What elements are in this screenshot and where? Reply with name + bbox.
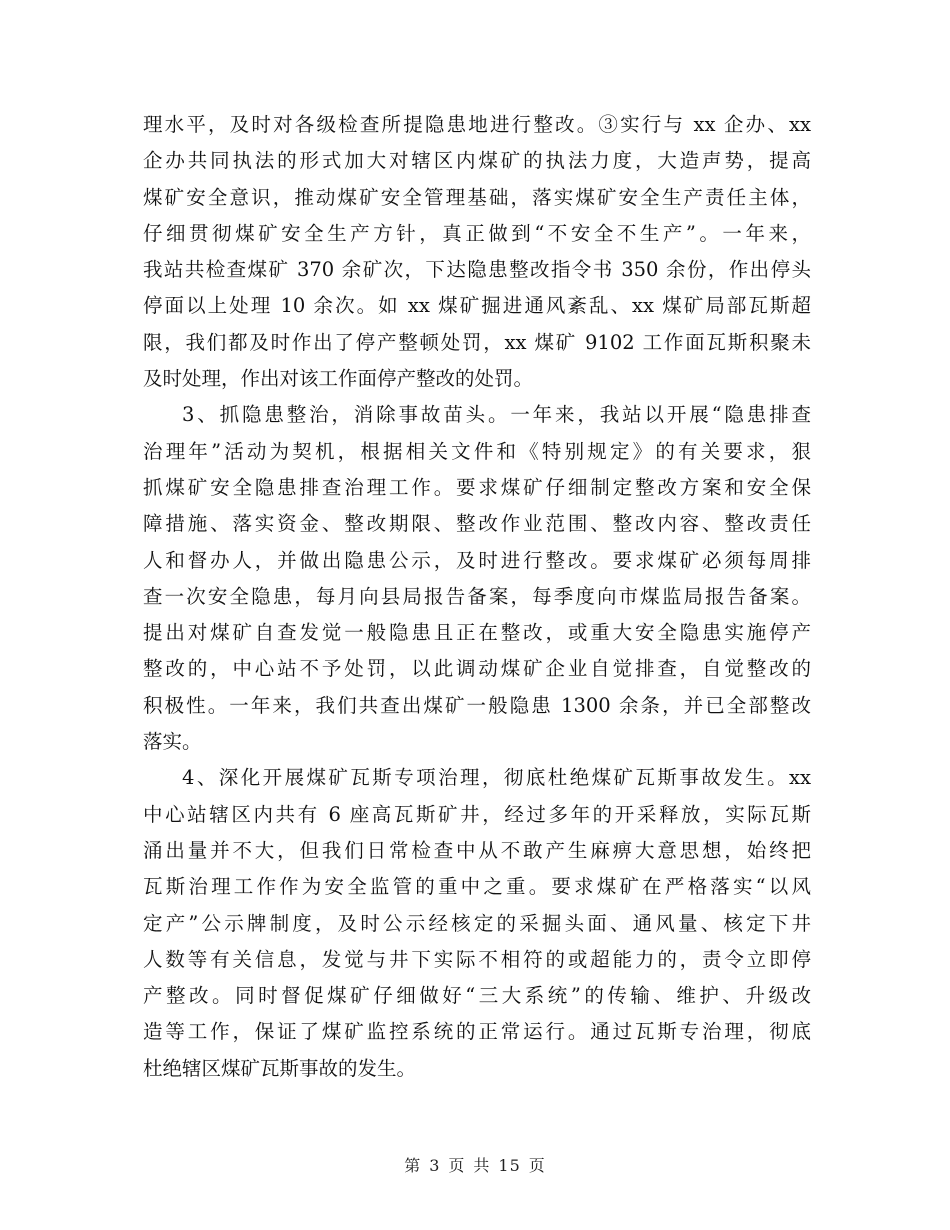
paragraph [143, 107, 811, 397]
text-line: 煤矿安全意识，推动煤矿安全管理基础，落实煤矿安全生产责任主体， [143, 185, 811, 209]
text-line: 定产”公示牌制度，及时公示经核定的采掘头面、通风量、核定下井 [143, 911, 811, 935]
text-line: 限，我们都及时作出了停产整顿处罚，xx 煤矿 9102 工作面瓦斯积聚未 [143, 330, 811, 354]
text-line: 停面以上处理 10 余次。如 xx 煤矿掘进通风紊乱、xx 煤矿局部瓦斯超 [143, 294, 811, 318]
text-line: 积极性。一年来，我们共查出煤矿一般隐患 1300 余条，并已全部整改 [143, 693, 811, 717]
text-line: 我站共检查煤矿 370 余矿次，下达隐患整改指令书 350 余份，作出停头 [143, 258, 811, 282]
text-line: 查一次安全隐患，每月向县局报告备案，每季度向市煤监局报告备案。 [143, 584, 811, 608]
text-line: 整改的，中心站不予处罚，以此调动煤矿企业自觉排查，自觉整改的 [143, 657, 811, 681]
text-line: 人和督办人，并做出隐患公示，及时进行整改。要求煤矿必须每周排 [143, 548, 811, 572]
text-line: 治理年”活动为契机，根据相关文件和《特别规定》的有关要求，狠 [143, 439, 811, 463]
text-line: 人数等有关信息，发觉与井下实际不相符的或超能力的，责令立即停 [143, 947, 811, 971]
text-line: 抓煤矿安全隐患排查治理工作。要求煤矿仔细制定整改方案和安全保 [143, 475, 811, 499]
total-pages-number: 15 [498, 1156, 521, 1175]
footer-prefix: 第 [404, 1156, 422, 1175]
text-line: 涌出量并不大，但我们日常检查中从不敢产生麻痹大意思想，始终把 [143, 838, 811, 862]
text-line: 4、深化开展煤矿瓦斯专项治理，彻底杜绝煤矿瓦斯事故发生。xx [182, 766, 811, 790]
footer-page-word: 页 [448, 1156, 466, 1175]
footer-suffix: 页 [528, 1156, 546, 1175]
text-line: 理水平，及时对各级检查所提隐患地进行整改。③实行与 xx 企办、xx [143, 113, 811, 136]
text-line: 及时处理，作出对该工作面停产整改的处罚。 [143, 367, 534, 391]
text-line: 落实。 [143, 730, 202, 754]
text-line: 仔细贯彻煤矿安全生产方针，真正做到“不安全不生产”。一年来， [143, 221, 811, 245]
text-line: 杜绝辖区煤矿瓦斯事故的发生。 [143, 1056, 417, 1080]
current-page-number: 3 [429, 1156, 441, 1175]
paragraph [143, 397, 811, 760]
text-line: 瓦斯治理工作作为安全监管的重中之重。要求煤矿在严格落实“以风 [143, 875, 811, 899]
page-footer [0, 1153, 950, 1176]
text-line: 中心站辖区内共有 6 座高瓦斯矿井，经过多年的开采释放，实际瓦斯 [143, 802, 811, 826]
document-body [143, 107, 811, 1087]
paragraph [143, 760, 811, 1087]
text-line: 企办共同执法的形式加大对辖区内煤矿的执法力度，大造声势，提高 [143, 149, 811, 173]
text-line: 3、抓隐患整治，消除事故苗头。一年来，我站以开展“隐患排查 [182, 403, 811, 427]
text-line: 障措施、落实资金、整改期限、整改作业范围、整改内容、整改责任 [143, 512, 811, 536]
text-line: 提出对煤矿自查发觉一般隐患且正在整改，或重大安全隐患实施停产 [143, 621, 811, 645]
footer-total-word: 共 [473, 1156, 491, 1175]
text-line: 造等工作，保证了煤矿监控系统的正常运行。通过瓦斯专治理，彻底 [143, 1020, 811, 1044]
text-line: 产整改。同时督促煤矿仔细做好“三大系统”的传输、维护、升级改 [143, 984, 811, 1008]
